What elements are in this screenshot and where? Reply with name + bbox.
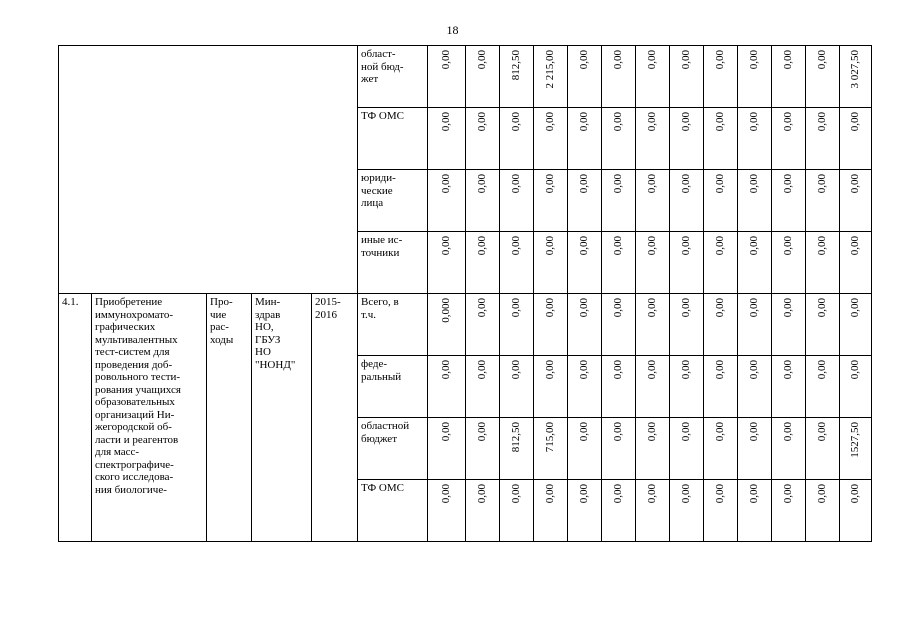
source-label: ТФ ОМС xyxy=(358,480,428,542)
value-text: 0,00 xyxy=(748,174,761,194)
value-cell xyxy=(568,170,602,232)
value-text: 0,00 xyxy=(849,484,862,504)
value-text: 3 027,50 xyxy=(849,50,862,89)
value-text: 0,00 xyxy=(816,236,829,256)
value-text: 0,00 xyxy=(578,174,591,194)
value-text: 0,00 xyxy=(646,484,659,504)
value-cell xyxy=(840,232,872,294)
value-text: 0,00 xyxy=(612,50,625,70)
value-cell xyxy=(636,294,670,356)
value-text: 0,00 xyxy=(816,484,829,504)
value-text: 0,00 xyxy=(782,484,795,504)
value-text: 0,00 xyxy=(510,174,523,194)
period: 2015- 2016 xyxy=(312,294,358,542)
value-cell xyxy=(428,108,466,170)
value-cell xyxy=(466,356,500,418)
value-text: 0,00 xyxy=(646,422,659,442)
budget-table xyxy=(58,45,872,542)
executor: Мин- здрав НО, ГБУЗ НО "НОНД" xyxy=(252,294,312,542)
value-text: 0,00 xyxy=(578,50,591,70)
value-cell xyxy=(806,46,840,108)
value-text: 0,00 xyxy=(440,236,453,256)
value-cell xyxy=(602,480,636,542)
value-text: 0,00 xyxy=(680,50,693,70)
value-cell xyxy=(568,294,602,356)
value-cell xyxy=(738,480,772,542)
value-text: 0,00 xyxy=(849,236,862,256)
value-text: 0,00 xyxy=(748,422,761,442)
value-cell xyxy=(772,46,806,108)
value-text: 0,00 xyxy=(680,422,693,442)
value-text: 0,00 xyxy=(544,298,557,318)
value-text: 0,00 xyxy=(612,174,625,194)
value-text: 0,00 xyxy=(680,112,693,132)
value-cell xyxy=(704,480,738,542)
value-cell xyxy=(568,480,602,542)
value-cell xyxy=(636,356,670,418)
value-cell xyxy=(636,170,670,232)
value-cell xyxy=(636,418,670,480)
value-cell xyxy=(840,108,872,170)
value-cell xyxy=(670,108,704,170)
value-cell xyxy=(772,232,806,294)
value-text: 0,00 xyxy=(782,174,795,194)
value-cell xyxy=(500,232,534,294)
value-text: 0,00 xyxy=(748,112,761,132)
value-text: 0,00 xyxy=(714,422,727,442)
value-cell xyxy=(568,108,602,170)
value-text: 0,00 xyxy=(646,360,659,380)
value-text: 812,50 xyxy=(510,50,523,81)
value-text: 0,00 xyxy=(544,236,557,256)
table-row xyxy=(59,46,872,108)
value-cell xyxy=(636,108,670,170)
value-text: 0,00 xyxy=(714,174,727,194)
value-cell xyxy=(806,356,840,418)
value-text: 0,00 xyxy=(714,484,727,504)
value-text: 0,00 xyxy=(612,422,625,442)
source-label: ТФ ОМС xyxy=(358,108,428,170)
value-cell xyxy=(704,356,738,418)
value-cell xyxy=(772,294,806,356)
value-text: 0,00 xyxy=(748,484,761,504)
source-label: областной бюджет xyxy=(358,418,428,480)
value-text: 0,00 xyxy=(646,174,659,194)
value-cell xyxy=(466,294,500,356)
value-text: 0,000 xyxy=(440,298,453,323)
value-cell xyxy=(840,170,872,232)
value-cell xyxy=(738,170,772,232)
value-cell xyxy=(428,232,466,294)
value-cell xyxy=(534,418,568,480)
value-cell xyxy=(534,170,568,232)
value-cell xyxy=(670,418,704,480)
value-cell xyxy=(534,356,568,418)
value-cell xyxy=(704,294,738,356)
value-cell xyxy=(534,232,568,294)
value-text: 812,50 xyxy=(510,422,523,453)
value-cell xyxy=(806,108,840,170)
value-text: 0,00 xyxy=(510,484,523,504)
value-cell xyxy=(428,170,466,232)
value-text: 0,00 xyxy=(510,236,523,256)
value-cell xyxy=(500,480,534,542)
value-cell xyxy=(534,108,568,170)
value-text: 0,00 xyxy=(646,236,659,256)
value-cell xyxy=(840,356,872,418)
value-cell xyxy=(602,418,636,480)
value-text: 0,00 xyxy=(510,360,523,380)
value-cell xyxy=(602,356,636,418)
value-text: 2 215,00 xyxy=(544,50,557,89)
value-text: 0,00 xyxy=(612,236,625,256)
value-text: 0,00 xyxy=(646,50,659,70)
value-text: 0,00 xyxy=(680,484,693,504)
value-text: 0,00 xyxy=(714,50,727,70)
value-cell xyxy=(602,294,636,356)
value-cell xyxy=(602,46,636,108)
value-cell xyxy=(772,356,806,418)
blank-cell xyxy=(59,46,358,294)
value-cell xyxy=(806,418,840,480)
value-text: 0,00 xyxy=(510,298,523,318)
value-cell xyxy=(670,356,704,418)
value-cell xyxy=(568,418,602,480)
table-row xyxy=(59,294,872,356)
value-cell xyxy=(772,480,806,542)
value-cell xyxy=(602,232,636,294)
value-cell xyxy=(500,294,534,356)
value-text: 0,00 xyxy=(680,360,693,380)
value-text: 0,00 xyxy=(748,50,761,70)
value-cell xyxy=(840,480,872,542)
value-text: 0,00 xyxy=(544,360,557,380)
value-cell xyxy=(466,232,500,294)
value-cell xyxy=(500,108,534,170)
value-text: 0,00 xyxy=(782,360,795,380)
value-cell xyxy=(738,418,772,480)
value-text: 0,00 xyxy=(849,298,862,318)
value-cell xyxy=(670,480,704,542)
value-text: 715,00 xyxy=(544,422,557,453)
value-cell xyxy=(738,46,772,108)
value-text: 0,00 xyxy=(578,298,591,318)
value-cell xyxy=(534,46,568,108)
value-cell xyxy=(636,46,670,108)
value-cell xyxy=(466,108,500,170)
value-text: 0,00 xyxy=(440,422,453,442)
value-cell xyxy=(738,356,772,418)
item-number: 4.1. xyxy=(59,294,92,542)
value-text: 0,00 xyxy=(578,422,591,442)
value-text: 0,00 xyxy=(782,50,795,70)
value-text: 0,00 xyxy=(816,360,829,380)
value-text: 0,00 xyxy=(544,112,557,132)
value-cell xyxy=(602,170,636,232)
value-cell xyxy=(568,232,602,294)
value-text: 0,00 xyxy=(544,174,557,194)
value-text: 0,00 xyxy=(849,112,862,132)
value-cell xyxy=(670,232,704,294)
item-name: Приобретение иммунохромато- графических мультивалентных тест-систем для проведения доб- ровольного тести- рования учащихся образовательных организаций Ни- жегородской об- ласти и реагентов для масс- спектрографиче- ского исследова- ния биологиче- xyxy=(92,294,207,542)
value-cell xyxy=(428,480,466,542)
value-cell xyxy=(772,108,806,170)
value-cell xyxy=(500,418,534,480)
value-cell xyxy=(534,480,568,542)
value-text: 0,00 xyxy=(816,50,829,70)
value-cell xyxy=(428,294,466,356)
value-text: 0,00 xyxy=(816,112,829,132)
value-text: 0,00 xyxy=(612,298,625,318)
value-cell xyxy=(428,356,466,418)
value-cell xyxy=(500,46,534,108)
value-cell xyxy=(636,232,670,294)
value-text: 0,00 xyxy=(578,236,591,256)
value-text: 0,00 xyxy=(748,298,761,318)
value-text: 0,00 xyxy=(476,112,489,132)
value-text: 0,00 xyxy=(782,236,795,256)
value-text: 0,00 xyxy=(714,360,727,380)
source-label: иные ис- точники xyxy=(358,232,428,294)
page-number: 18 xyxy=(446,23,459,37)
value-text: 0,00 xyxy=(816,298,829,318)
value-text: 0,00 xyxy=(476,360,489,380)
value-text: 0,00 xyxy=(849,360,862,380)
value-cell xyxy=(500,170,534,232)
value-cell xyxy=(670,46,704,108)
expense-type: Про- чие рас- ходы xyxy=(207,294,252,542)
value-text: 0,00 xyxy=(440,174,453,194)
value-text: 0,00 xyxy=(612,484,625,504)
value-text: 0,00 xyxy=(440,112,453,132)
value-text: 0,00 xyxy=(646,298,659,318)
value-text: 0,00 xyxy=(440,50,453,70)
value-cell xyxy=(602,108,636,170)
value-text: 0,00 xyxy=(440,484,453,504)
source-label: Всего, в т.ч. xyxy=(358,294,428,356)
value-text: 0,00 xyxy=(849,174,862,194)
value-cell xyxy=(806,170,840,232)
value-cell xyxy=(738,294,772,356)
value-cell xyxy=(670,294,704,356)
value-cell xyxy=(534,294,568,356)
value-text: 0,00 xyxy=(544,484,557,504)
value-text: 0,00 xyxy=(612,360,625,380)
value-cell xyxy=(738,108,772,170)
value-text: 0,00 xyxy=(476,50,489,70)
value-cell xyxy=(806,480,840,542)
value-text: 0,00 xyxy=(782,298,795,318)
value-text: 0,00 xyxy=(748,360,761,380)
value-cell xyxy=(806,232,840,294)
value-cell xyxy=(466,480,500,542)
value-text: 0,00 xyxy=(510,112,523,132)
value-text: 0,00 xyxy=(816,174,829,194)
value-text: 0,00 xyxy=(714,298,727,318)
value-text: 0,00 xyxy=(714,236,727,256)
value-text: 0,00 xyxy=(646,112,659,132)
value-text: 0,00 xyxy=(440,360,453,380)
value-cell xyxy=(568,356,602,418)
value-text: 0,00 xyxy=(476,422,489,442)
value-text: 0,00 xyxy=(476,298,489,318)
value-cell xyxy=(704,170,738,232)
value-text: 0,00 xyxy=(782,112,795,132)
value-text: 0,00 xyxy=(578,484,591,504)
value-cell xyxy=(704,418,738,480)
value-text: 0,00 xyxy=(476,174,489,194)
value-text: 0,00 xyxy=(476,236,489,256)
value-cell xyxy=(840,418,872,480)
source-label: област- ной бюд- жет xyxy=(358,46,428,108)
value-cell xyxy=(568,46,602,108)
value-text: 0,00 xyxy=(782,422,795,442)
value-cell xyxy=(670,170,704,232)
value-text: 1527,50 xyxy=(849,422,862,458)
value-text: 0,00 xyxy=(578,360,591,380)
value-text: 0,00 xyxy=(816,422,829,442)
value-text: 0,00 xyxy=(714,112,727,132)
value-cell xyxy=(806,294,840,356)
value-cell xyxy=(466,46,500,108)
value-cell xyxy=(466,170,500,232)
value-cell xyxy=(428,46,466,108)
value-cell xyxy=(704,46,738,108)
source-label: феде- ральный xyxy=(358,356,428,418)
value-text: 0,00 xyxy=(680,174,693,194)
value-text: 0,00 xyxy=(680,236,693,256)
value-cell xyxy=(466,418,500,480)
value-cell xyxy=(772,418,806,480)
value-text: 0,00 xyxy=(578,112,591,132)
value-cell xyxy=(772,170,806,232)
value-cell xyxy=(636,480,670,542)
value-text: 0,00 xyxy=(612,112,625,132)
value-cell xyxy=(738,232,772,294)
value-cell xyxy=(840,294,872,356)
value-cell xyxy=(704,108,738,170)
value-text: 0,00 xyxy=(680,298,693,318)
value-text: 0,00 xyxy=(476,484,489,504)
value-cell xyxy=(428,418,466,480)
source-label: юриди- ческие лица xyxy=(358,170,428,232)
value-text: 0,00 xyxy=(748,236,761,256)
value-cell xyxy=(840,46,872,108)
value-cell xyxy=(500,356,534,418)
value-cell xyxy=(704,232,738,294)
